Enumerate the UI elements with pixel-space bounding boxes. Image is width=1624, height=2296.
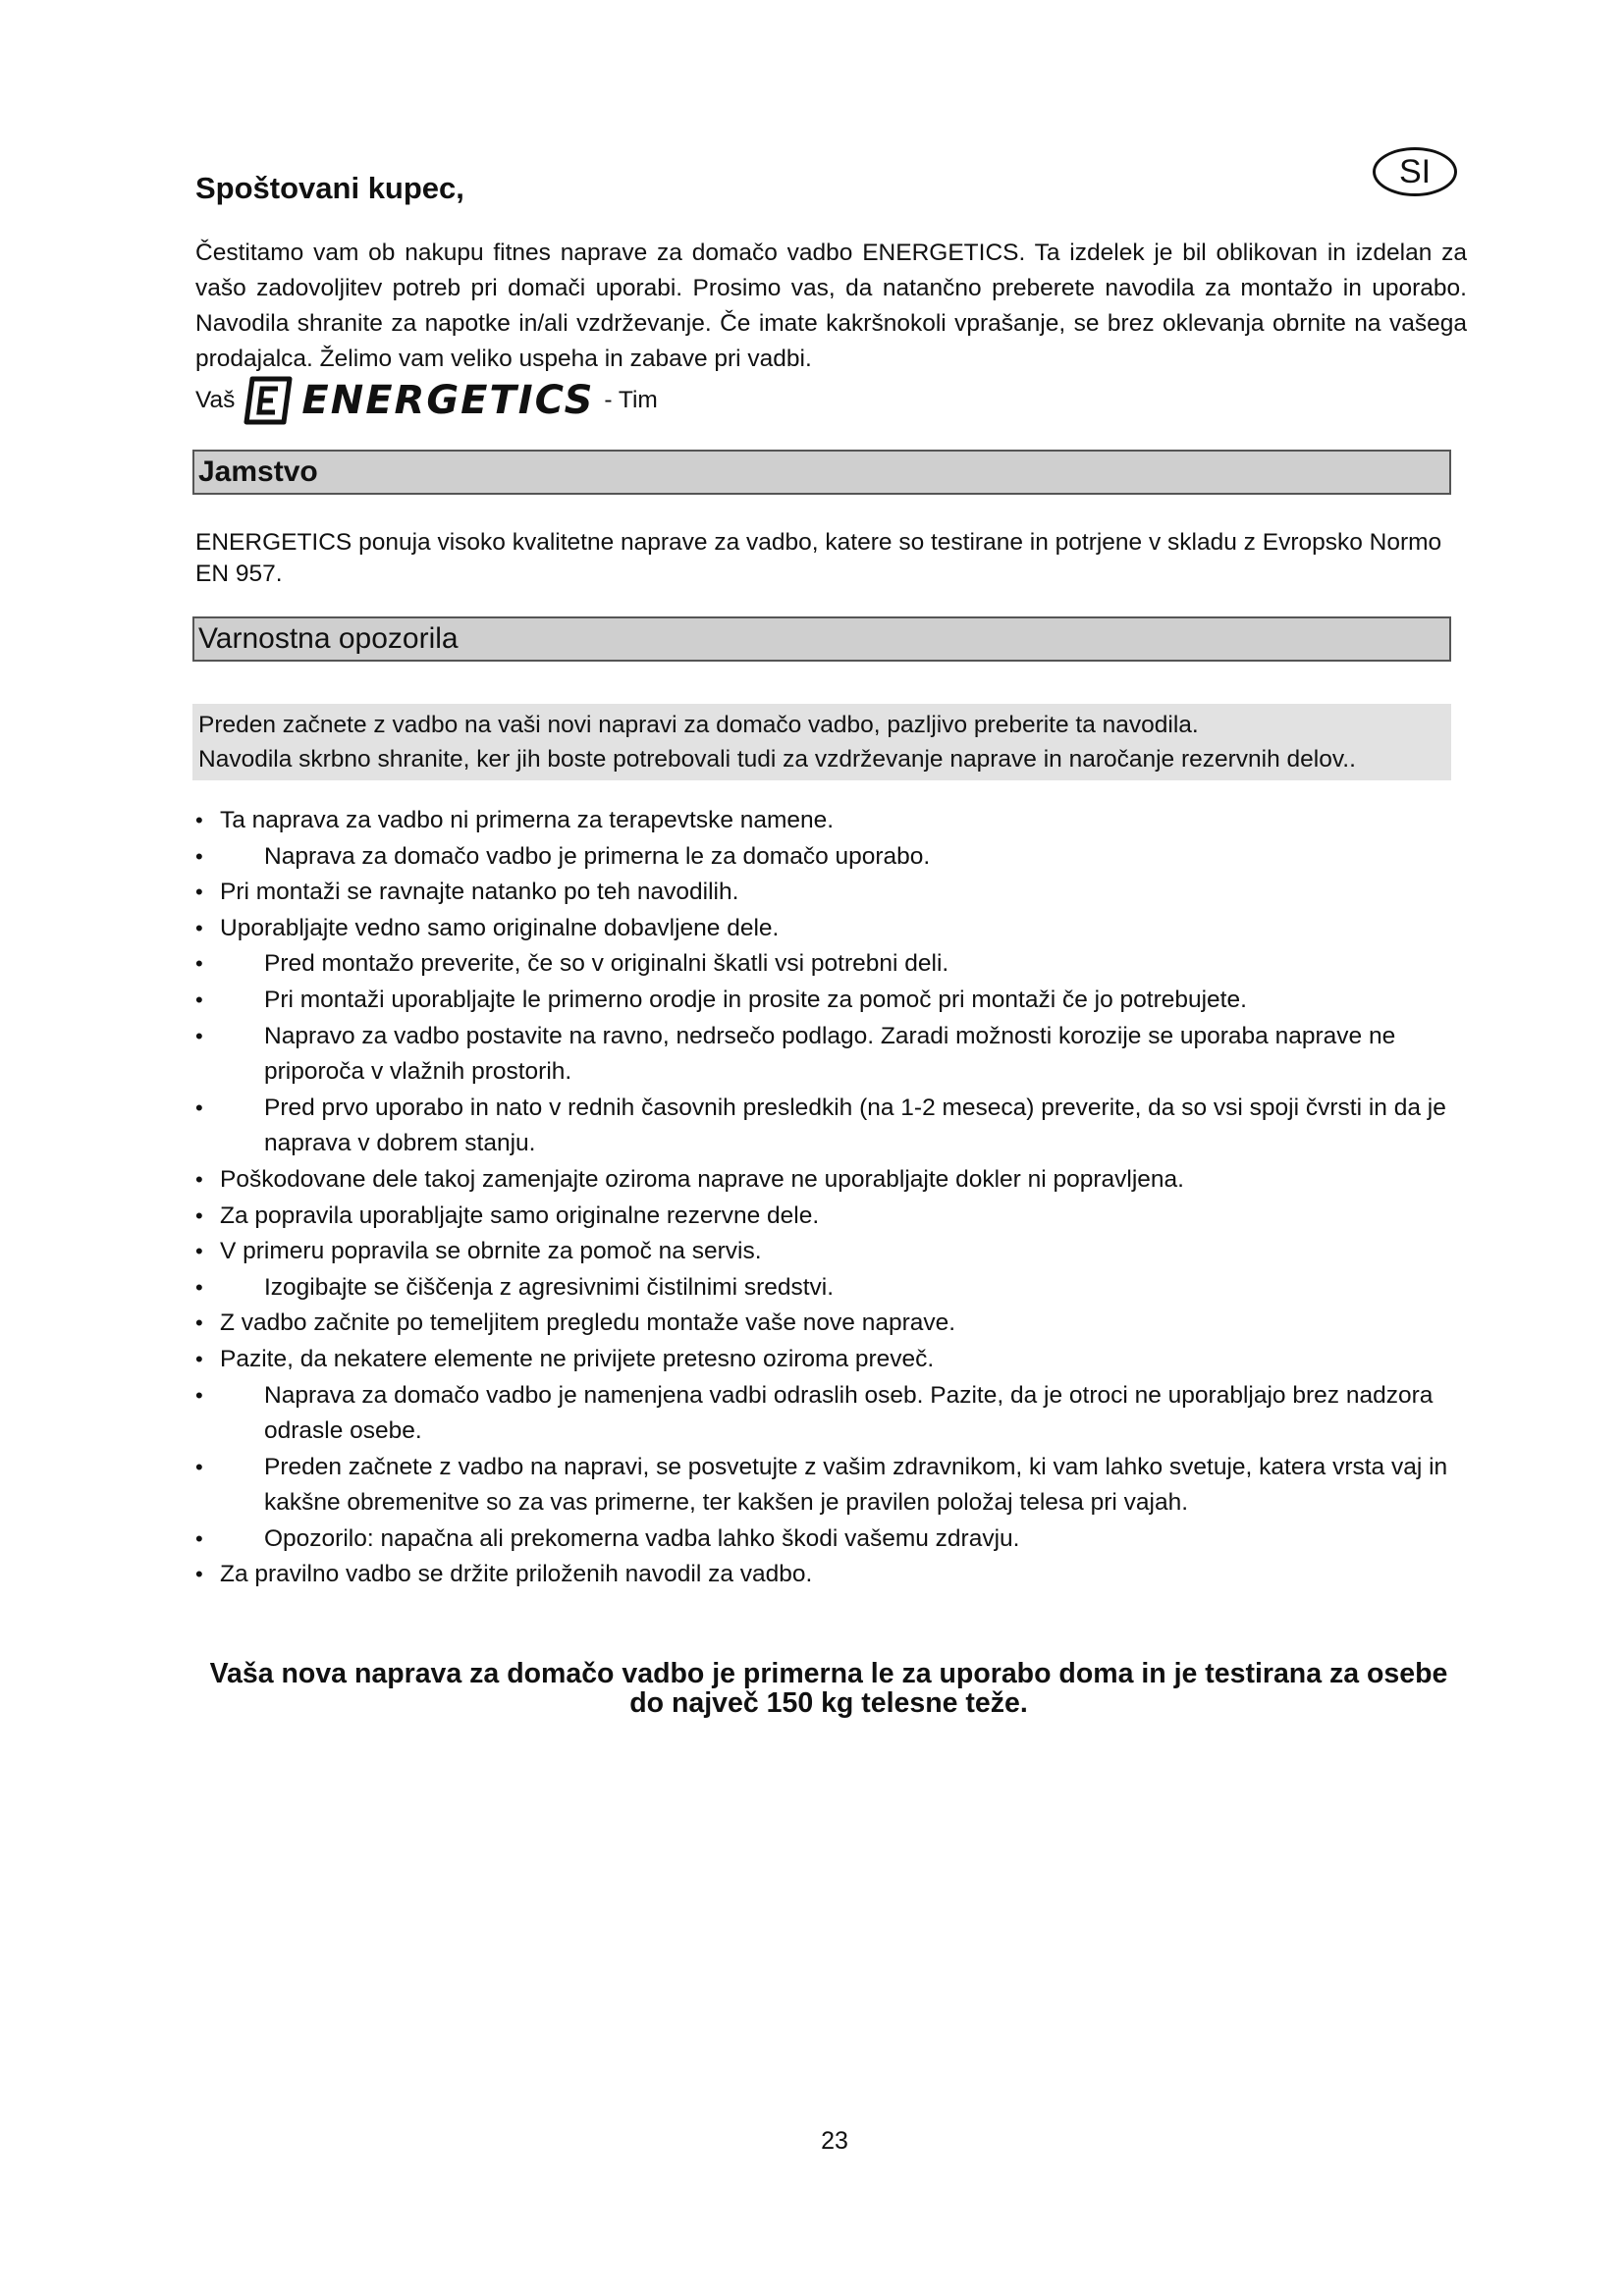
closing-line: do največ 150 kg telesne teže. [629, 1687, 1028, 1719]
bullet-icon: • [195, 915, 203, 940]
list-item: • Pri montaži uporabljajte le primerno orodje in prosite za pomoč pri montaži če jo potrebujete. [195, 983, 1472, 1019]
bullet-icon: • [195, 951, 203, 977]
bullet-icon: • [195, 987, 203, 1012]
bullet-icon: • [195, 1382, 203, 1408]
bullet-icon: • [195, 1095, 203, 1120]
bullet-icon: • [195, 1310, 203, 1336]
signature-suffix: - Tim [604, 387, 658, 413]
warranty-section-header: Jamstvo [192, 450, 1451, 495]
notice-line: Preden začnete z vadbo na vaši novi napravi za domačo vadbo, pazljivo preberite ta navodila. [198, 712, 1199, 738]
bullet-icon: • [195, 1274, 203, 1300]
greeting-heading: Spoštovani kupec, [195, 171, 464, 205]
energetics-e-icon [243, 375, 294, 426]
bullet-icon: • [195, 808, 203, 832]
warranty-paragraph: ENERGETICS ponuja visoko kvalitetne naprave za vadbo, katere so testirane in potrjene v skladu z Evropsko Normo EN 957. [195, 529, 1442, 587]
list-item: • Poškodovane dele takoj zamenjajte oziroma naprave ne uporabljajte dokler ni popravljena. [195, 1162, 1472, 1199]
safety-bullet-list [195, 803, 1472, 1593]
brand-wordmark: ENERGETICS [301, 378, 595, 423]
list-item: • Izogibajte se čiščenja z agresivnimi čistilnimi sredstvi. [195, 1270, 1472, 1307]
list-item: • Uporabljajte vedno samo originalne dobavljene dele. [195, 911, 1472, 947]
closing-line: Vaša nova naprava za domačo vadbo je primerna le za uporabo doma in je testirana za osebe [209, 1658, 1448, 1689]
list-item: • Za popravila uporabljajte samo originalne rezervne dele. [195, 1199, 1472, 1235]
bullet-icon: • [195, 1454, 203, 1479]
weight-limit-statement [195, 1659, 1462, 1718]
list-item: • V primeru popravila se obrnite za pomoč na servis. [195, 1234, 1472, 1270]
notice-line: Navodila skrbno shranite, ker jih boste potrebovali tudi za vzdrževanje naprave in naročanje rezervnih delov.. [198, 746, 1356, 773]
list-item: • Pazite, da nekatere elemente ne privijete pretesno oziroma preveč. [195, 1342, 1472, 1378]
bullet-icon: • [195, 1346, 203, 1371]
bullet-icon: • [195, 1023, 203, 1048]
energetics-logo [243, 375, 594, 426]
list-item: • Pred prvo uporabo in nato v rednih časovnih presledkih (na 1-2 meseca) preverite, da so vsi spoji čvrsti in da je naprava v dobrem stanju. [195, 1091, 1472, 1162]
intro-paragraph: Čestitamo vam ob nakupu fitnes naprave za domačo vadbo ENERGETICS. Ta izdelek je bil oblikovan in izdelan za vašo zadovoljitev potreb pri domači uporabi. Prosimo vas, da natančno preberete navodila za montažo in uporabo. Navodila shranite za napotke in/ali vzdrževanje. Če imate kakršnokoli vprašanje, se brez oklevanja obrnite na vašega prodajalca. Želimo vam veliko uspeha in zabave pri vadbi. [195, 240, 1467, 372]
bullet-icon: • [195, 1239, 203, 1264]
bullet-icon: • [195, 1202, 203, 1228]
signature [195, 373, 658, 428]
bullet-icon: • [195, 1562, 203, 1587]
list-item: • Naprava za domačo vadbo je namenjena vadbi odraslih oseb. Pazite, da je otroci ne uporabljajo brez nadzora odrasle osebe. [195, 1378, 1472, 1450]
safety-section-header: Varnostna opozorila [192, 616, 1451, 662]
list-item: • Preden začnete z vadbo na napravi, se posvetujte z vašim zdravnikom, ki vam lahko svetuje, katera vrsta vaj in kakšne obremenitve so za vas primerne, ter kakšen je pravilen položaj telesa pri vajah. [195, 1450, 1472, 1522]
list-item: • Naprava za domačo vadbo je primerna le za domačo uporabo. [195, 839, 1472, 876]
list-item: • Pri montaži se ravnajte natanko po teh navodilih. [195, 875, 1472, 911]
list-item: • Ta naprava za vadbo ni primerna za terapevtske namene. [195, 803, 1472, 839]
list-item: • Pred montažo preverite, če so v originalni škatli vsi potrebni deli. [195, 946, 1472, 983]
language-badge: SI [1373, 147, 1457, 196]
list-item: • Opozorilo: napačna ali prekomerna vadba lahko škodi vašemu zdravju. [195, 1522, 1472, 1558]
safety-notice-box [192, 704, 1451, 780]
bullet-icon: • [195, 843, 203, 869]
list-item: • Z vadbo začnite po temeljitem pregledu montaže vaše nove naprave. [195, 1306, 1472, 1342]
bullet-icon: • [195, 880, 203, 905]
list-item: • Za pravilno vadbo se držite priloženih navodil za vadbo. [195, 1557, 1472, 1593]
list-item: • Napravo za vadbo postavite na ravno, nedrsečo podlago. Zaradi možnosti korozije se uporaba naprave ne priporoča v vlažnih prostorih. [195, 1019, 1472, 1091]
bullet-icon: • [195, 1525, 203, 1551]
bullet-icon: • [195, 1166, 203, 1192]
page-number: 23 [821, 2127, 848, 2155]
signature-prefix: Vaš [195, 387, 236, 413]
